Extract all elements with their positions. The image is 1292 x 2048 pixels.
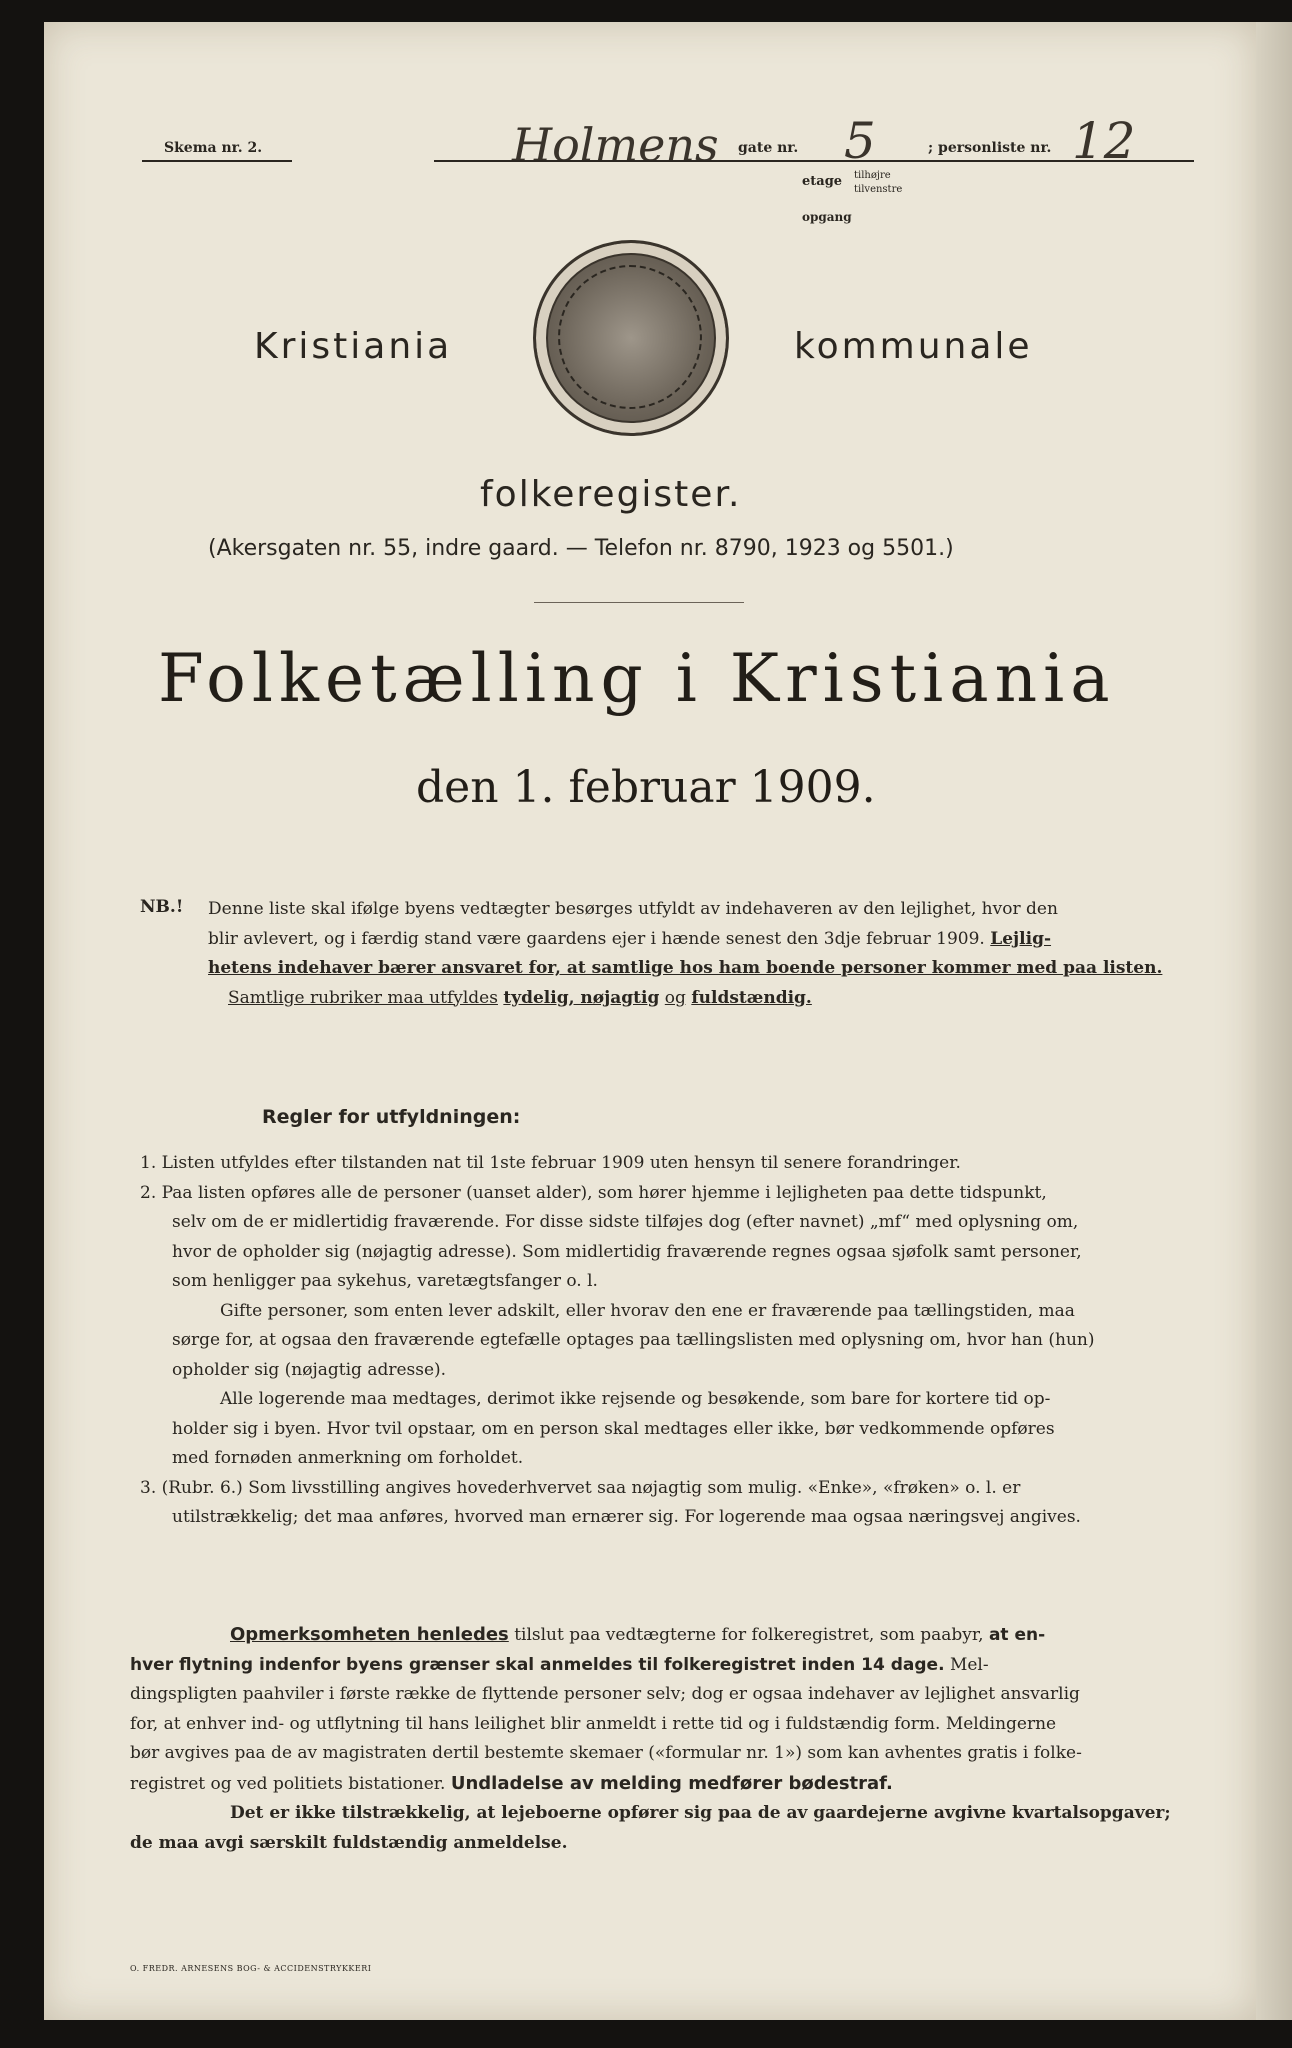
skema-underline xyxy=(142,160,292,162)
page-title: Folketælling i Kristiania xyxy=(158,640,1116,717)
notice-line-1 xyxy=(130,1620,1210,1651)
notice-line-2-emph: hver flytning indenfor byens grænser skal anmeldes til folkeregistret inden 14 dage. xyxy=(130,1654,945,1675)
notice-line-2-text: Mel- xyxy=(949,1654,989,1675)
census-date: den 1. februar 1909. xyxy=(416,762,876,813)
street-handwritten: Holmens xyxy=(512,118,719,172)
nb-line-2 xyxy=(208,925,1176,955)
rule-2-line-8: Alle logerende maa medtages, derimot ikke rejsende og besøkende, som bare for kortere tid op- xyxy=(220,1389,1051,1409)
skema-label: Skema nr. 2. xyxy=(164,140,263,156)
tilvenstre-label: tilvenstre xyxy=(854,184,903,195)
divider xyxy=(534,602,744,603)
nb-line-4-b: tydelig, nøjagtig xyxy=(503,987,660,1008)
notice-heading: Opmerksomheten henledes xyxy=(230,1624,509,1645)
notice-line-6 xyxy=(130,1769,1210,1800)
printer-imprint: O. FREDR. ARNESENS BOG- & ACCIDENSTRYKKERI xyxy=(130,1964,372,1973)
rules-heading: Regler for utfyldningen: xyxy=(262,1106,521,1128)
address-underline xyxy=(434,160,1194,162)
nb-line-4 xyxy=(208,984,1176,1014)
rule-2-line-7: opholder sig (nøjagtig adresse). xyxy=(172,1359,447,1380)
notice-line-3: dingspligten paahviler i første række de flyttende personer selv; dog er ogsaa indehaver av lejlighet ansvarlig xyxy=(130,1684,1080,1704)
nb-line-2-text: blir avlevert, og i færdig stand være gaardens ejer i hænde senest den 3dje februar 1909. xyxy=(208,928,985,949)
office-address: (Akersgaten nr. 55, indre gaard. — Telefon nr. 8790, 1923 og 5501.) xyxy=(208,536,954,561)
nb-line-4-a: Samtlige rubriker maa utfyldes xyxy=(228,987,498,1008)
rule-2-line-9: holder sig i byen. Hvor tvil opstaar, om en person skal medtages eller ikke, bør vedkommende opføres xyxy=(172,1418,1055,1439)
notice-line-5: bør avgives paa de av magistraten dertil bestemte skemaer («formular nr. 1») som kan avhentes gratis i folke- xyxy=(130,1743,1082,1763)
rule-3-line-2: utilstrækkelig; det maa anføres, hvorved man ernærer sig. For logerende maa ogsaa næringsvej angives. xyxy=(172,1507,1081,1527)
census-form-page xyxy=(44,22,1256,2020)
notice-line-6-text: registret og ved politiets bistationer. xyxy=(130,1773,446,1794)
rule-2-line-1: 2. Paa listen opføres alle de personer (uanset alder), som hører hjemme i lejligheten paa dette tidspunkt, xyxy=(140,1182,1047,1203)
rules-list xyxy=(140,1149,1176,1533)
nb-line-1: Denne liste skal ifølge byens vedtægter besørges utfyldt av indehaveren av den lejlighet, hvor den xyxy=(208,899,1058,919)
rule-2-line-6: sørge for, at ogsaa den fraværende egtefælle optages paa tællingslisten med oplysning om, hvor han (hun) xyxy=(172,1330,1095,1350)
seal-ring xyxy=(558,265,702,409)
nb-line-4-d: fuldstændig. xyxy=(691,987,812,1008)
page-edge xyxy=(1256,22,1292,2020)
rule-1: 1. Listen utfyldes efter tilstanden nat til 1ste februar 1909 uten hensyn til senere forandringer. xyxy=(140,1153,961,1173)
nb-text xyxy=(208,895,1176,1013)
nb-label: NB.! xyxy=(140,897,184,917)
notice-line-7: Det er ikke tilstrækkelig, at lejeboerne opfører sig paa de av gaardejerne avgivne kvartalsopgaver; xyxy=(230,1803,1171,1823)
rule-2-line-2: selv om de er midlertidig fraværende. For disse sidste tilføjes dog (efter navnet) „mf“ med oplysning om, xyxy=(172,1212,1079,1232)
notice-line-1-emph: at en- xyxy=(988,1625,1046,1645)
office-left-word: Kristiania xyxy=(254,326,453,367)
notice-line-1-text: tilslut paa vedtægterne for folkeregistret, som paabyr, xyxy=(514,1625,984,1645)
office-name: folkeregister. xyxy=(480,474,742,515)
rule-2-line-5: Gifte personer, som enten lever adskilt, eller hvorav den ene er fraværende paa tællingstiden, maa xyxy=(220,1300,1075,1321)
rule-2-line-3: hvor de opholder sig (nøjagtig adresse). Som midlertidig fraværende regnes ogsaa sjøfolk samt personer, xyxy=(172,1241,1082,1262)
nb-line-4-c: og xyxy=(664,987,686,1008)
office-right-word: kommunale xyxy=(794,326,1033,367)
rule-2-line-4: som henligger paa sykehus, varetægtsfanger o. l. xyxy=(172,1271,598,1291)
personliste-label: ; personliste nr. xyxy=(928,140,1052,156)
nb-line-2-emph: Lejlig- xyxy=(990,928,1052,949)
gate-number: 5 xyxy=(844,112,876,170)
notice-line-8: de maa avgi særskilt fuldstændig anmeldelse. xyxy=(130,1832,568,1853)
notice-line-6-emph: Undladelse av melding medfører bødestraf. xyxy=(450,1772,893,1794)
notice-line-4: for, at enhver ind- og utflytning til hans leilighet blir anmeldt i rette tid og i fuldstændig form. Meldingerne xyxy=(130,1713,1057,1734)
nb-line-3: hetens indehaver bærer ansvaret for, at samtlige hos ham boende personer kommer med paa listen. xyxy=(208,958,1163,978)
etage-label: etage xyxy=(802,174,843,189)
rule-2-line-10: med fornøden anmerkning om forholdet. xyxy=(172,1448,524,1468)
personliste-number: 12 xyxy=(1072,112,1136,170)
notice-block xyxy=(130,1620,1210,1858)
notice-line-2 xyxy=(130,1651,1210,1681)
gate-label: gate nr. xyxy=(738,140,799,156)
rule-3-line-1: 3. (Rubr. 6.) Som livsstilling angives hovederhvervet saa nøjagtig som mulig. «Enke», «frøken» o. l. er xyxy=(140,1477,1021,1498)
kristiania-seal xyxy=(533,240,729,436)
tilhojre-label: tilhøjre xyxy=(854,170,891,181)
opgang-label: opgang xyxy=(802,210,852,224)
